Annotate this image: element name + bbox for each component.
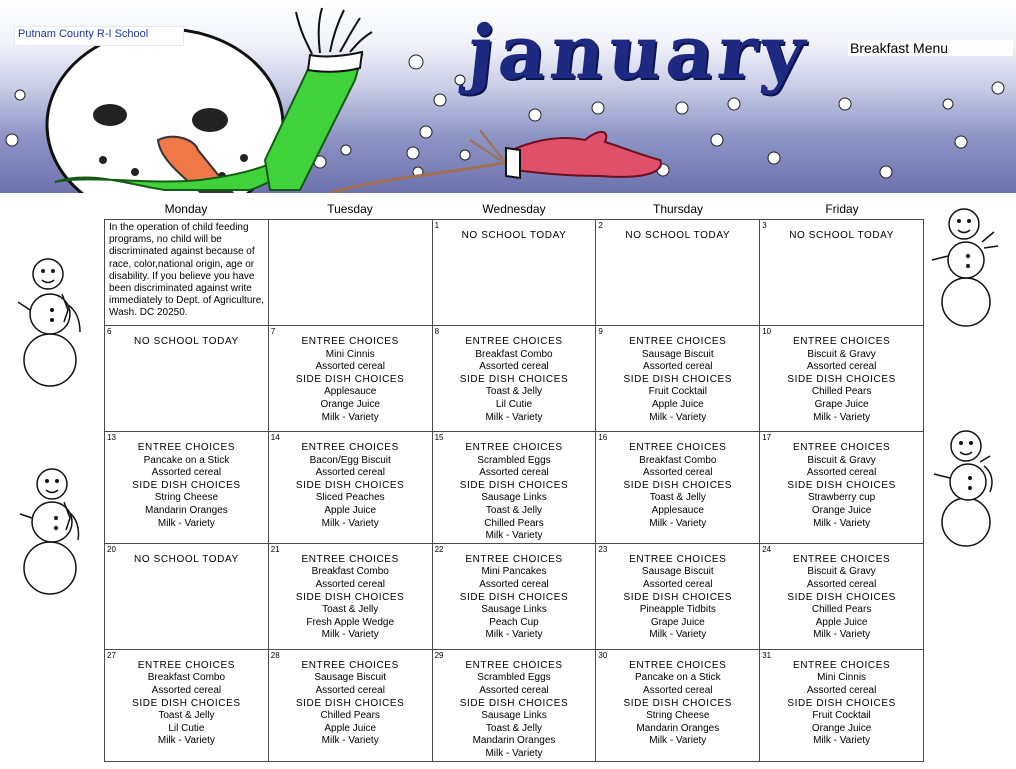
menu-item: Assorted cereal [806,684,877,696]
snowman-icon [928,422,1003,547]
menu-item: Apple Juice [324,504,377,516]
calendar-day-cell [105,649,269,761]
menu-section-heading: NO SCHOOL TODAY [134,336,239,347]
calendar-day-cell [596,326,760,432]
menu-section-heading: NO SCHOOL TODAY [461,230,567,241]
menu-item: Biscuit & Gravy [807,348,876,360]
menu-item: Sausage Links [481,492,547,504]
snowman-icon [928,202,1003,327]
menu-item: Toast & Jelly [485,722,543,734]
calendar-day-cell [268,649,432,761]
calendar-day-cell [105,432,269,544]
menu-item: Assorted cereal [315,684,385,696]
menu-item: Milk - Variety [649,735,707,747]
day-number: 2 [598,221,603,230]
menu-section-heading: SIDE DISH CHOICES [787,373,896,385]
menu-section-heading: SIDE DISH CHOICES [623,591,733,603]
nondiscrimination-notice: In the operation of child feeding programs, no child will be discriminated against because of race, color,national origin, age or disability. If you believe you have been discriminated against write immediately to Dept. of Agriculture, Wash. DC 20250. [109,222,265,319]
menu-item: Apple Juice [651,398,704,410]
menu-section-heading: SIDE DISH CHOICES [459,591,569,603]
menu-items [433,650,596,761]
menu-item: Toast & Jelly [485,504,543,516]
menu-item: Assorted cereal [479,467,549,479]
menu-section-heading: SIDE DISH CHOICES [623,697,733,709]
menu-item: Assorted cereal [643,467,713,479]
menu-item: Apple Juice [815,616,868,628]
menu-item: Assorted cereal [643,684,713,696]
menu-item: Biscuit & Gravy [807,566,876,578]
menu-item: Breakfast Combo [475,348,553,360]
menu-item: Milk - Variety [321,735,379,747]
menu-section-heading: SIDE DISH CHOICES [787,591,896,603]
menu-title: Breakfast Menu [848,40,1013,56]
month-title: january [463,10,813,96]
menu-item: Orange Juice [811,504,872,516]
menu-section-heading: NO SCHOOL TODAY [789,230,894,241]
menu-items [269,432,432,530]
day-number: 20 [107,544,116,554]
menu-section-heading: ENTREE CHOICES [792,336,891,347]
menu-item: Mini Pancakes [481,566,547,578]
menu-item: Applesauce [651,504,704,516]
menu-item: Scrambled Eggs [477,672,551,684]
menu-item: Milk - Variety [649,629,707,641]
menu-item: Fresh Apple Wedge [306,616,395,628]
menu-item: Peach Cup [489,616,539,628]
menu-section-heading: ENTREE CHOICES [301,553,399,565]
menu-items [760,432,923,530]
weekday-tuesday: Tuesday [327,202,373,216]
menu-items [105,432,268,530]
menu-section-heading: ENTREE CHOICES [137,442,236,453]
calendar-day-cell [760,326,924,432]
menu-item: Sausage Links [481,710,547,722]
calendar-day-cell [432,432,596,544]
menu-item: Milk - Variety [157,735,215,747]
menu-items [596,650,759,748]
menu-item: Chilled Pears [320,710,380,722]
menu-section-heading: ENTREE CHOICES [301,336,399,347]
calendar-day-cell [432,649,596,761]
menu-item: Milk - Variety [813,629,871,641]
day-number: 10 [762,327,772,336]
day-number: 3 [762,221,767,230]
calendar-day-cell [596,432,760,544]
day-number: 17 [762,433,772,442]
menu-item: Pancake on a Stick [143,454,230,466]
day-number: 14 [270,433,280,442]
menu-item: Breakfast Combo [147,672,226,684]
menu-item: Assorted cereal [151,467,222,479]
menu-section-heading: ENTREE CHOICES [629,659,727,671]
calendar-day-cell [105,326,269,432]
menu-section-heading: ENTREE CHOICES [629,553,727,565]
menu-item: Milk - Variety [649,411,707,423]
school-name: Putnam County R-I School [14,26,184,46]
menu-item: Bacon/Egg Biscuit [309,454,391,466]
menu-item: Lil Cutie [495,398,533,410]
calendar-day-cell [268,326,432,432]
menu-items [433,544,596,642]
menu-item: Milk - Variety [485,411,543,423]
menu-item: Assorted cereal [643,578,713,590]
menu-items [433,432,596,543]
menu-item: Assorted cereal [315,578,385,590]
menu-items [596,544,759,642]
menu-item: Pancake on a Stick [634,672,721,684]
menu-items [596,432,759,530]
day-number: 9 [598,327,603,336]
menu-item: Applesauce [324,386,377,398]
menu-item: Milk - Variety [321,629,379,641]
menu-item: Milk - Variety [485,530,543,542]
menu-section-heading: SIDE DISH CHOICES [295,479,405,491]
menu-item: String Cheese [154,492,219,504]
day-number: 6 [107,327,112,336]
menu-item: Milk - Variety [813,411,871,423]
menu-section-heading: SIDE DISH CHOICES [623,479,733,491]
snowman-icon [18,458,88,598]
menu-section-heading: ENTREE CHOICES [465,553,563,565]
menu-item: Assorted cereal [479,578,549,590]
menu-section-heading: SIDE DISH CHOICES [459,697,569,709]
menu-item: Milk - Variety [649,517,707,529]
menu-items [105,544,268,567]
snowman-icon [18,250,88,390]
menu-section-heading: ENTREE CHOICES [792,659,891,671]
day-number: 7 [270,327,276,336]
menu-section-heading: ENTREE CHOICES [301,659,399,671]
day-number: 24 [762,544,772,554]
menu-section-heading: SIDE DISH CHOICES [459,479,569,491]
menu-items [760,544,923,642]
menu-item: Apple Juice [324,722,377,734]
menu-section-heading: ENTREE CHOICES [301,442,399,453]
day-number: 15 [434,433,444,442]
day-number: 27 [107,650,116,660]
weekday-wednesday: Wednesday [482,202,546,216]
menu-item: Pineapple Tidbits [639,604,716,616]
day-number: 28 [270,650,280,660]
menu-item: Assorted cereal [315,361,385,373]
day-number: 13 [107,433,116,442]
menu-section-heading: ENTREE CHOICES [137,659,236,671]
menu-items [433,220,596,243]
calendar-day-cell [596,543,760,649]
calendar-week-row [105,432,924,544]
day-number: 1 [434,221,440,230]
menu-item: Assorted cereal [806,578,877,590]
header-banner [0,0,1016,193]
menu-item: Mandarin Oranges [472,735,556,747]
menu-item: Sausage Links [481,604,547,616]
menu-item: Mini Cinnis [325,348,375,360]
menu-section-heading: NO SCHOOL TODAY [625,230,731,241]
menu-item: Fruit Cocktail [812,710,871,722]
menu-item: Assorted cereal [315,467,385,479]
weekday-friday: Friday [825,202,859,216]
menu-section-heading: SIDE DISH CHOICES [459,373,569,385]
menu-item: Assorted cereal [479,361,549,373]
menu-item: Assorted cereal [643,361,713,373]
calendar-day-cell [596,220,760,326]
menu-section-heading: SIDE DISH CHOICES [295,697,405,709]
calendar-week-row [105,326,924,432]
menu-section-heading: ENTREE CHOICES [792,442,891,453]
menu-section-heading: SIDE DISH CHOICES [787,697,896,709]
day-number: 29 [434,650,444,660]
menu-item: Breakfast Combo [639,454,717,466]
menu-calendar [104,219,924,762]
menu-section-heading: SIDE DISH CHOICES [295,591,405,603]
menu-item: Chilled Pears [484,517,544,529]
calendar-day-cell [105,543,269,649]
menu-item: Chilled Pears [811,604,872,616]
menu-item: Lil Cutie [168,722,205,734]
menu-item: Sausage Biscuit [314,672,387,684]
calendar-day-cell [596,649,760,761]
menu-items [596,220,759,243]
menu-item: Breakfast Combo [311,566,389,578]
menu-item: Mandarin Oranges [636,722,720,734]
day-number: 31 [762,650,772,660]
menu-item: Assorted cereal [806,361,877,373]
day-number: 21 [270,544,280,554]
menu-items [269,544,432,642]
calendar-day-cell [268,432,432,544]
calendar-day-cell [432,543,596,649]
weekday-header [104,202,924,220]
calendar-day-cell [105,220,269,326]
menu-item: Biscuit & Gravy [807,454,876,466]
day-number: 23 [598,544,608,554]
menu-items [105,326,268,349]
menu-item: Toast & Jelly [322,604,379,616]
calendar-day-cell [268,543,432,649]
day-number: 30 [598,650,608,660]
menu-item: Toast & Jelly [158,710,215,722]
menu-item: Grape Juice [814,398,869,410]
menu-item: Milk - Variety [813,517,871,529]
menu-items [269,650,432,748]
menu-item: Milk - Variety [157,517,215,529]
menu-item: Fruit Cocktail [648,386,707,398]
day-number: 8 [434,327,440,336]
calendar-day-cell [268,220,432,326]
weekday-monday: Monday [164,202,208,216]
menu-item: Milk - Variety [485,629,543,641]
menu-item: Milk - Variety [485,747,543,759]
menu-section-heading: ENTREE CHOICES [465,336,563,347]
menu-item: Assorted cereal [806,467,877,479]
menu-item: Toast & Jelly [649,492,706,504]
menu-section-heading: SIDE DISH CHOICES [295,373,405,385]
menu-item: Milk - Variety [321,411,379,423]
day-number: 22 [434,544,444,554]
menu-item: Strawberry cup [807,492,876,504]
menu-item: Sausage Biscuit [641,566,714,578]
menu-item: Orange Juice [811,722,872,734]
menu-section-heading: ENTREE CHOICES [792,553,891,565]
calendar-day-cell [760,220,924,326]
menu-item: Assorted cereal [479,684,549,696]
calendar-day-cell [432,220,596,326]
menu-section-heading: NO SCHOOL TODAY [134,553,239,565]
menu-item: Milk - Variety [813,735,871,747]
weekday-thursday: Thursday [652,202,704,216]
menu-item: Chilled Pears [811,386,872,398]
calendar-day-cell [760,649,924,761]
menu-section-heading: ENTREE CHOICES [629,336,727,347]
calendar-day-cell [760,432,924,544]
menu-section-heading: SIDE DISH CHOICES [132,479,241,491]
day-number: 16 [598,433,608,442]
menu-items [269,326,432,424]
menu-item: Mini Cinnis [817,672,867,684]
menu-items [596,326,759,424]
calendar-week-row [105,649,924,761]
menu-item: Mandarin Oranges [144,504,228,516]
calendar-day-cell [760,543,924,649]
menu-item: Sausage Biscuit [641,348,714,360]
menu-items [760,326,923,424]
calendar-week-row [105,220,924,326]
menu-section-heading: SIDE DISH CHOICES [132,697,241,709]
menu-item: Sliced Peaches [315,492,385,504]
menu-items [760,650,923,748]
menu-section-heading: ENTREE CHOICES [629,442,727,453]
menu-item: Grape Juice [650,616,705,628]
menu-items [433,326,596,424]
menu-item: String Cheese [646,710,710,722]
menu-section-heading: ENTREE CHOICES [465,659,563,671]
menu-items [760,220,923,243]
menu-items [105,650,268,748]
calendar-day-cell [432,326,596,432]
calendar-week-row [105,543,924,649]
menu-item: Scrambled Eggs [477,454,551,466]
menu-section-heading: ENTREE CHOICES [465,442,563,453]
menu-item: Assorted cereal [151,684,222,696]
menu-item: Milk - Variety [321,517,379,529]
menu-item: Orange Juice [320,398,380,410]
menu-section-heading: SIDE DISH CHOICES [787,479,896,491]
menu-section-heading: SIDE DISH CHOICES [623,373,733,385]
menu-item: Toast & Jelly [485,386,543,398]
